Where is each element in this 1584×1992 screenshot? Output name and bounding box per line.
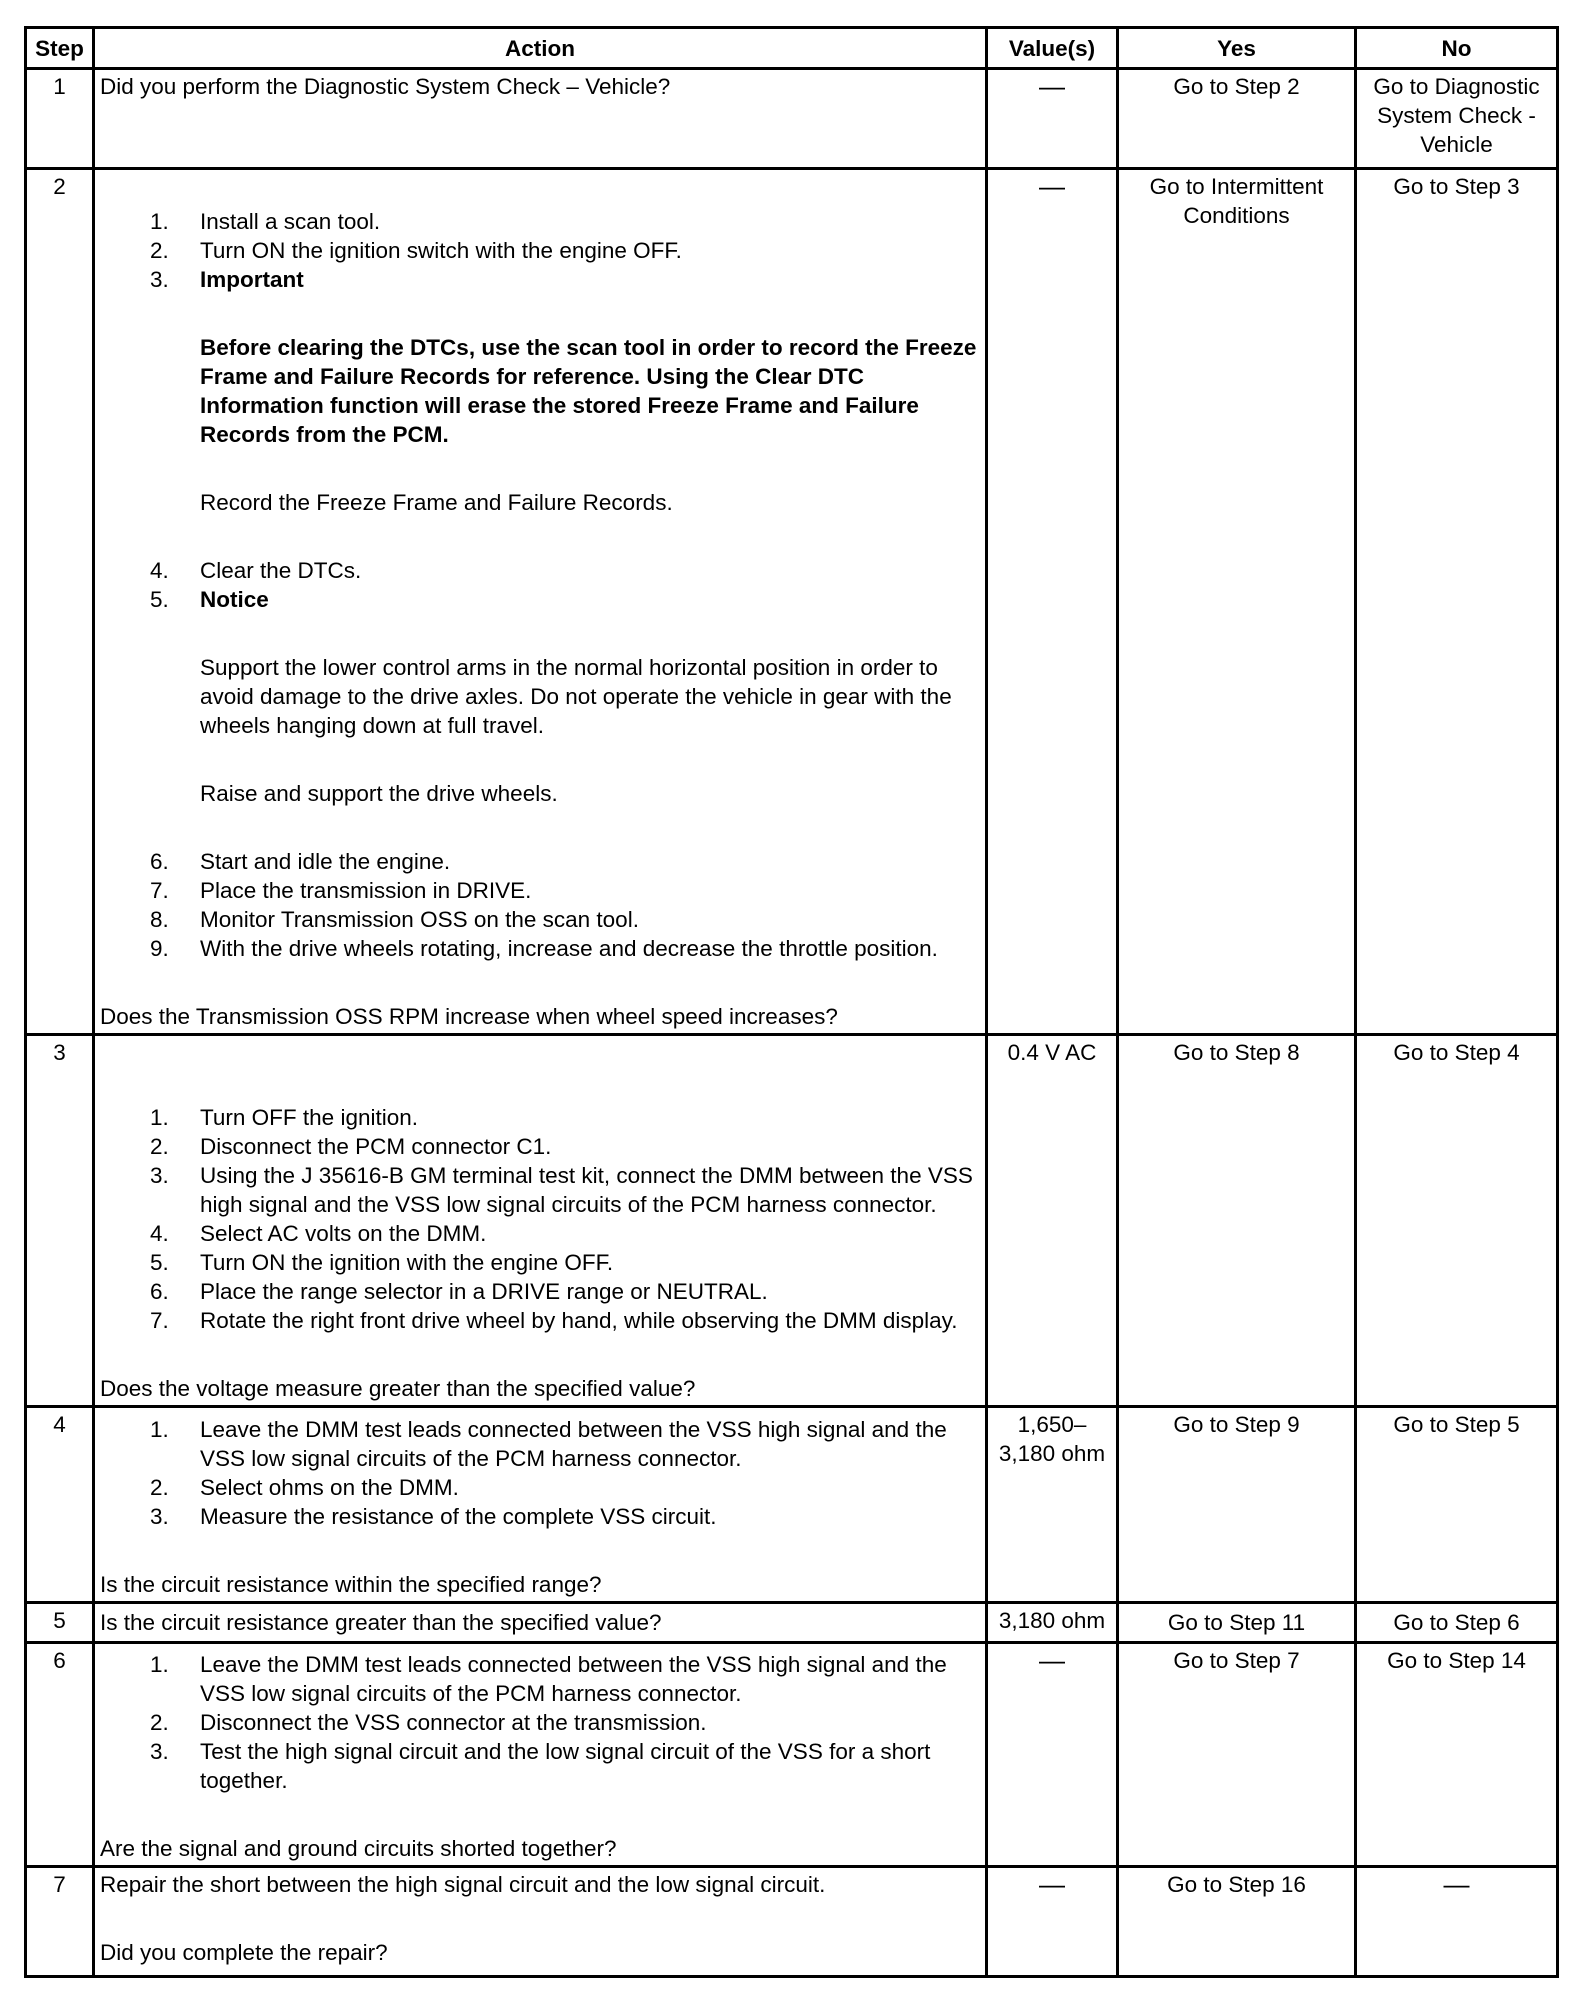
action-cell bbox=[94, 1867, 987, 1977]
table-row-step-5 bbox=[26, 1603, 1558, 1643]
item-number: 4. bbox=[150, 558, 169, 583]
no-link-line: Go to Diagnostic bbox=[1373, 74, 1540, 99]
item-number: 5. bbox=[150, 1250, 169, 1275]
item-number: 1. bbox=[150, 1105, 169, 1130]
no-link[interactable] bbox=[1356, 69, 1558, 169]
yes-link-line: Conditions bbox=[1183, 203, 1290, 228]
list-item bbox=[100, 905, 980, 934]
list-item bbox=[100, 1650, 980, 1708]
item-number: 7. bbox=[150, 1308, 169, 1333]
action-intro: Repair the short between the high signal circuit and the low signal circuit. bbox=[100, 1872, 826, 1897]
raise-text: Raise and support the drive wheels. bbox=[200, 781, 558, 806]
item-text: Disconnect the PCM connector C1. bbox=[200, 1134, 552, 1159]
header-yes: Yes bbox=[1118, 28, 1356, 69]
action-question: Are the signal and ground circuits shorted together? bbox=[100, 1836, 617, 1861]
value-line: 3,180 ohm bbox=[998, 1441, 1106, 1466]
table-row-step-6 bbox=[26, 1643, 1558, 1867]
list-item bbox=[100, 934, 980, 963]
no-link-line: System Check - bbox=[1377, 103, 1536, 128]
item-text: Leave the DMM test leads connected between the VSS high signal and the VSS low signal circuits of the PCM harness connector. bbox=[200, 1417, 947, 1471]
action-question: Did you perform the Diagnostic System Check – Vehicle? bbox=[100, 74, 671, 99]
item-text: Rotate the right front drive wheel by hand, while observing the DMM display. bbox=[200, 1308, 958, 1333]
list-item bbox=[100, 207, 980, 236]
yes-link[interactable] bbox=[1118, 169, 1356, 1035]
item-number: 3. bbox=[150, 1163, 169, 1188]
item-text: Using the J 35616-B GM terminal test kit, connect the DMM between the VSS high signal and the VSS low signal circuits of the PCM harness connector. bbox=[200, 1163, 973, 1217]
list-item bbox=[100, 1737, 980, 1795]
item-text: With the drive wheels rotating, increase and decrease the throttle position. bbox=[200, 936, 938, 961]
item-text: Select AC volts on the DMM. bbox=[200, 1221, 487, 1246]
action-question: Is the circuit resistance within the specified range? bbox=[100, 1572, 602, 1597]
item-number: 9. bbox=[150, 936, 169, 961]
item-text: Turn OFF the ignition. bbox=[200, 1105, 419, 1130]
yes-link[interactable]: Go to Step 2 bbox=[1118, 69, 1356, 169]
item-number: 2. bbox=[150, 238, 169, 263]
list-item bbox=[100, 1415, 980, 1473]
header-action: Action bbox=[94, 28, 987, 69]
instruction-list bbox=[100, 556, 980, 614]
item-text: Install a scan tool. bbox=[200, 209, 381, 234]
list-item bbox=[100, 1277, 980, 1306]
yes-link[interactable]: Go to Step 11 bbox=[1118, 1603, 1356, 1643]
item-text: Disconnect the VSS connector at the transmission. bbox=[200, 1710, 707, 1735]
step-number: 7 bbox=[26, 1867, 94, 1977]
item-number: 2. bbox=[150, 1134, 169, 1159]
header-row bbox=[26, 28, 1558, 69]
table-row-step-3 bbox=[26, 1035, 1558, 1407]
instruction-list bbox=[100, 847, 980, 963]
no-link[interactable]: Go to Step 4 bbox=[1356, 1035, 1558, 1407]
item-text: Place the transmission in DRIVE. bbox=[200, 878, 532, 903]
item-number: 3. bbox=[150, 1739, 169, 1764]
item-number: 3. bbox=[150, 267, 169, 292]
value-cell: — bbox=[987, 1867, 1118, 1977]
step-number: 2 bbox=[26, 169, 94, 1035]
item-text: Test the high signal circuit and the low signal circuit of the VSS for a short together. bbox=[200, 1739, 931, 1793]
item-text: Measure the resistance of the complete VSS circuit. bbox=[200, 1504, 717, 1529]
item-number: 5. bbox=[150, 587, 169, 612]
item-text: Leave the DMM test leads connected between the VSS high signal and the VSS low signal circuits of the PCM harness connector. bbox=[200, 1652, 947, 1706]
item-text: Turn ON the ignition with the engine OFF. bbox=[200, 1250, 614, 1275]
notice-text: Support the lower control arms in the normal horizontal position in order to avoid damage to the drive axles. Do not operate the vehicle in gear with the wheels hanging down at full travel. bbox=[200, 655, 952, 738]
table-row-step-7 bbox=[26, 1867, 1558, 1977]
item-number: 6. bbox=[150, 849, 169, 874]
record-text: Record the Freeze Frame and Failure Records. bbox=[200, 490, 673, 515]
action-cell bbox=[94, 169, 987, 1035]
item-number: 2. bbox=[150, 1710, 169, 1735]
value-cell bbox=[987, 1407, 1118, 1603]
action-question: Did you complete the repair? bbox=[100, 1940, 388, 1965]
header-values: Value(s) bbox=[987, 28, 1118, 69]
item-number: 6. bbox=[150, 1279, 169, 1304]
action-cell bbox=[94, 1035, 987, 1407]
value-cell: — bbox=[987, 1643, 1118, 1867]
yes-link[interactable]: Go to Step 7 bbox=[1118, 1643, 1356, 1867]
important-label: Important bbox=[200, 267, 304, 292]
no-link[interactable]: Go to Step 5 bbox=[1356, 1407, 1558, 1603]
notice-label: Notice bbox=[200, 587, 269, 612]
important-text: Before clearing the DTCs, use the scan tool in order to record the Freeze Frame and Failure Records for reference. Using the Clear DTC Information function will erase the stored Freeze Frame and Failure Records from the PCM. bbox=[200, 335, 977, 447]
step-number: 6 bbox=[26, 1643, 94, 1867]
yes-link[interactable]: Go to Step 9 bbox=[1118, 1407, 1356, 1603]
item-text: Place the range selector in a DRIVE range or NEUTRAL. bbox=[200, 1279, 768, 1304]
list-item bbox=[100, 1306, 980, 1335]
action-cell bbox=[94, 1603, 987, 1643]
no-link[interactable]: Go to Step 6 bbox=[1356, 1603, 1558, 1643]
item-number: 4. bbox=[150, 1221, 169, 1246]
list-item bbox=[100, 585, 980, 614]
action-cell bbox=[94, 1643, 987, 1867]
item-number: 3. bbox=[150, 1504, 169, 1529]
item-text: Clear the DTCs. bbox=[200, 558, 362, 583]
step-number: 4 bbox=[26, 1407, 94, 1603]
list-item bbox=[100, 1161, 980, 1219]
value-cell: 0.4 V AC bbox=[987, 1035, 1118, 1407]
list-item bbox=[100, 236, 980, 265]
list-item bbox=[100, 876, 980, 905]
item-text: Monitor Transmission OSS on the scan tool. bbox=[200, 907, 639, 932]
instruction-list bbox=[100, 207, 980, 294]
table-row-step-4 bbox=[26, 1407, 1558, 1603]
header-step: Step bbox=[26, 28, 94, 69]
action-cell bbox=[94, 1407, 987, 1603]
value-line: 1,650– bbox=[1017, 1412, 1087, 1437]
instruction-list bbox=[100, 1103, 980, 1335]
item-text: Start and idle the engine. bbox=[200, 849, 451, 874]
yes-link[interactable]: Go to Step 8 bbox=[1118, 1035, 1356, 1407]
table-row-step-2 bbox=[26, 169, 1558, 1035]
instruction-list bbox=[100, 1415, 980, 1531]
table-row-step-1 bbox=[26, 69, 1558, 169]
diagnostic-table bbox=[24, 26, 1559, 1978]
action-question: Does the voltage measure greater than the specified value? bbox=[100, 1376, 696, 1401]
step-number: 1 bbox=[26, 69, 94, 169]
step-number: 3 bbox=[26, 1035, 94, 1407]
value-cell: — bbox=[987, 169, 1118, 1035]
value-cell: — bbox=[987, 69, 1118, 169]
instruction-list bbox=[100, 1650, 980, 1795]
item-number: 2. bbox=[150, 1475, 169, 1500]
step-number: 5 bbox=[26, 1603, 94, 1643]
no-link-line: Vehicle bbox=[1420, 132, 1493, 157]
list-item bbox=[100, 1248, 980, 1277]
item-number: 1. bbox=[150, 1417, 169, 1442]
item-number: 8. bbox=[150, 907, 169, 932]
yes-link-line: Go to Intermittent bbox=[1149, 174, 1324, 199]
header-no: No bbox=[1356, 28, 1558, 69]
item-text: Select ohms on the DMM. bbox=[200, 1475, 459, 1500]
list-item bbox=[100, 1219, 980, 1248]
list-item bbox=[100, 1502, 980, 1531]
action-question: Is the circuit resistance greater than the specified value? bbox=[100, 1610, 662, 1635]
list-item bbox=[100, 556, 980, 585]
list-item bbox=[100, 1708, 980, 1737]
action-question: Does the Transmission OSS RPM increase when wheel speed increases? bbox=[100, 1004, 838, 1029]
item-number: 1. bbox=[150, 209, 169, 234]
value-cell: 3,180 ohm bbox=[987, 1603, 1118, 1643]
list-item bbox=[100, 265, 980, 294]
no-link[interactable]: Go to Step 3 bbox=[1356, 169, 1558, 1035]
action-cell bbox=[94, 69, 987, 169]
item-number: 7. bbox=[150, 878, 169, 903]
list-item bbox=[100, 847, 980, 876]
item-text: Turn ON the ignition switch with the engine OFF. bbox=[200, 238, 682, 263]
item-number: 1. bbox=[150, 1652, 169, 1677]
yes-link[interactable]: Go to Step 16 bbox=[1118, 1867, 1356, 1977]
no-link[interactable]: Go to Step 14 bbox=[1356, 1643, 1558, 1867]
list-item bbox=[100, 1132, 980, 1161]
no-value: — bbox=[1356, 1867, 1558, 1977]
list-item bbox=[100, 1473, 980, 1502]
list-item bbox=[100, 1103, 980, 1132]
